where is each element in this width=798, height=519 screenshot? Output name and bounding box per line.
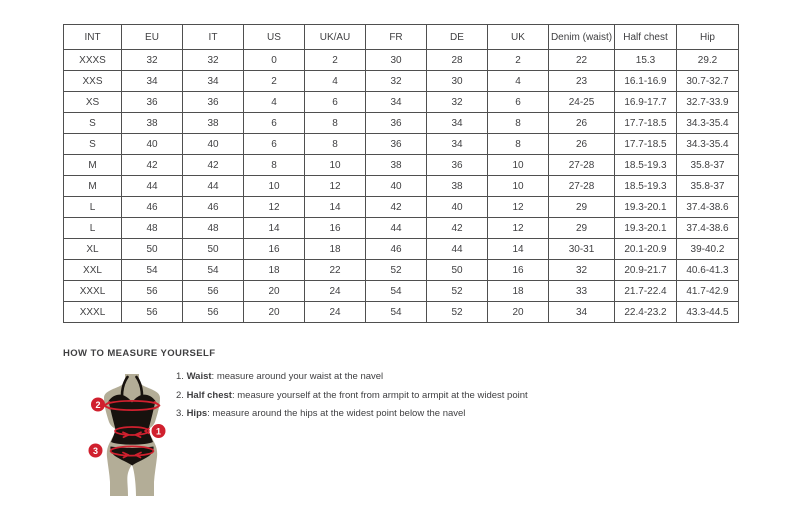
size-cell: 8 xyxy=(488,113,549,134)
size-chart-body xyxy=(64,50,739,323)
size-row xyxy=(64,71,739,92)
size-cell: 44 xyxy=(427,239,488,260)
size-cell: 2 xyxy=(305,50,366,71)
size-cell: 40.6-41.3 xyxy=(677,260,739,281)
size-cell: 40 xyxy=(183,134,244,155)
size-cell: 20.1-20.9 xyxy=(615,239,677,260)
size-cell: 16 xyxy=(488,260,549,281)
chest-badge-number: 2 xyxy=(95,399,101,410)
size-cell: 50 xyxy=(122,239,183,260)
size-cell: 39-40.2 xyxy=(677,239,739,260)
size-cell: 32 xyxy=(183,50,244,71)
size-cell: 15.3 xyxy=(615,50,677,71)
size-cell: 42 xyxy=(366,197,427,218)
size-cell: 22.4-23.2 xyxy=(615,302,677,323)
size-cell: 54 xyxy=(366,302,427,323)
size-cell: 32 xyxy=(122,50,183,71)
size-row xyxy=(64,155,739,176)
size-row xyxy=(64,113,739,134)
size-cell: 26 xyxy=(549,134,615,155)
size-cell: 34.3-35.4 xyxy=(677,113,739,134)
size-cell: 36 xyxy=(122,92,183,113)
size-cell: 40 xyxy=(366,176,427,197)
size-chart-table xyxy=(63,24,739,323)
column-header: IT xyxy=(183,25,244,50)
size-cell: 32 xyxy=(549,260,615,281)
size-cell: 17.7-18.5 xyxy=(615,113,677,134)
size-cell: 18 xyxy=(305,239,366,260)
size-cell: 36 xyxy=(183,92,244,113)
size-cell: 8 xyxy=(305,134,366,155)
size-cell: 32 xyxy=(366,71,427,92)
size-cell: 54 xyxy=(122,260,183,281)
size-cell: 36 xyxy=(427,155,488,176)
size-cell: 52 xyxy=(366,260,427,281)
size-cell: 34 xyxy=(549,302,615,323)
size-cell: 21.7-22.4 xyxy=(615,281,677,302)
size-cell: 2 xyxy=(488,50,549,71)
size-cell: 16 xyxy=(244,239,305,260)
size-cell: 19.3-20.1 xyxy=(615,197,677,218)
size-cell: 2 xyxy=(244,71,305,92)
size-cell: 30 xyxy=(366,50,427,71)
size-row xyxy=(64,302,739,323)
size-cell: 10 xyxy=(488,176,549,197)
size-cell: 44 xyxy=(122,176,183,197)
size-cell: 38 xyxy=(183,113,244,134)
size-cell: 34 xyxy=(427,113,488,134)
size-cell: 4 xyxy=(244,92,305,113)
column-header: Denim (waist) xyxy=(549,25,615,50)
size-cell: 56 xyxy=(122,281,183,302)
size-row xyxy=(64,218,739,239)
size-cell: 43.3-44.5 xyxy=(677,302,739,323)
size-cell: 33 xyxy=(549,281,615,302)
size-cell: 38 xyxy=(122,113,183,134)
size-cell: 20 xyxy=(488,302,549,323)
size-cell: XS xyxy=(64,92,122,113)
size-cell: 24 xyxy=(305,302,366,323)
column-header: Half chest xyxy=(615,25,677,50)
size-cell: 41.7-42.9 xyxy=(677,281,739,302)
size-cell: 22 xyxy=(549,50,615,71)
column-header: EU xyxy=(122,25,183,50)
size-row xyxy=(64,92,739,113)
size-row xyxy=(64,176,739,197)
size-cell: 14 xyxy=(305,197,366,218)
measure-step: 3. Hips: measure around the hips at the widest point below the navel xyxy=(176,408,466,419)
waist-badge-number: 1 xyxy=(155,426,162,437)
size-cell: 46 xyxy=(183,197,244,218)
size-row xyxy=(64,50,739,71)
size-cell: 6 xyxy=(305,92,366,113)
size-cell: 29 xyxy=(549,218,615,239)
size-cell: 23 xyxy=(549,71,615,92)
size-cell: 50 xyxy=(183,239,244,260)
size-cell: 14 xyxy=(488,239,549,260)
size-row xyxy=(64,134,739,155)
column-header: US xyxy=(244,25,305,50)
size-cell: 29.2 xyxy=(677,50,739,71)
size-cell: 18.5-19.3 xyxy=(615,176,677,197)
size-cell: 0 xyxy=(244,50,305,71)
size-cell: S xyxy=(64,134,122,155)
size-cell: 56 xyxy=(122,302,183,323)
hips-badge-number: 3 xyxy=(92,445,99,456)
size-row xyxy=(64,197,739,218)
size-cell: L xyxy=(64,197,122,218)
size-cell: 18 xyxy=(244,260,305,281)
size-cell: 10 xyxy=(305,155,366,176)
size-cell: 38 xyxy=(366,155,427,176)
size-cell: 42 xyxy=(183,155,244,176)
size-cell: 4 xyxy=(305,71,366,92)
size-cell: 6 xyxy=(488,92,549,113)
size-cell: 54 xyxy=(366,281,427,302)
size-cell: 30.7-32.7 xyxy=(677,71,739,92)
size-cell: 34.3-35.4 xyxy=(677,134,739,155)
size-cell: 30 xyxy=(427,71,488,92)
size-cell: 6 xyxy=(244,134,305,155)
size-cell: 24 xyxy=(305,281,366,302)
size-cell: 29 xyxy=(549,197,615,218)
size-cell: 34 xyxy=(183,71,244,92)
size-cell: M xyxy=(64,176,122,197)
size-cell: 37.4-38.6 xyxy=(677,218,739,239)
size-cell: 46 xyxy=(366,239,427,260)
size-row xyxy=(64,281,739,302)
size-cell: 46 xyxy=(122,197,183,218)
column-header: Hip xyxy=(677,25,739,50)
size-cell: 56 xyxy=(183,281,244,302)
size-cell: 44 xyxy=(183,176,244,197)
size-cell: L xyxy=(64,218,122,239)
size-cell: 8 xyxy=(305,113,366,134)
size-cell: XXXL xyxy=(64,302,122,323)
size-cell: 12 xyxy=(305,176,366,197)
size-cell: 24-25 xyxy=(549,92,615,113)
size-cell: 17.7-18.5 xyxy=(615,134,677,155)
measure-guide-heading: HOW TO MEASURE YOURSELF xyxy=(63,348,216,359)
size-cell: 35.8-37 xyxy=(677,155,739,176)
size-cell: 20 xyxy=(244,302,305,323)
size-cell: 36 xyxy=(366,113,427,134)
size-cell: S xyxy=(64,113,122,134)
column-header: UK xyxy=(488,25,549,50)
column-header: FR xyxy=(366,25,427,50)
size-cell: 4 xyxy=(488,71,549,92)
size-cell: 34 xyxy=(366,92,427,113)
measure-step: 2. Half chest: measure yourself at the front from armpit to armpit at the widest point xyxy=(176,389,528,401)
size-cell: 34 xyxy=(122,71,183,92)
size-cell: 48 xyxy=(122,218,183,239)
size-cell: 20.9-21.7 xyxy=(615,260,677,281)
column-header: INT xyxy=(64,25,122,50)
size-cell: 30-31 xyxy=(549,239,615,260)
size-cell: 10 xyxy=(244,176,305,197)
size-cell: 27-28 xyxy=(549,155,615,176)
size-row xyxy=(64,260,739,281)
size-cell: 6 xyxy=(244,113,305,134)
size-cell: 32.7-33.9 xyxy=(677,92,739,113)
size-cell: 38 xyxy=(427,176,488,197)
size-cell: 36 xyxy=(366,134,427,155)
size-cell: 35.8-37 xyxy=(677,176,739,197)
size-cell: 32 xyxy=(427,92,488,113)
size-cell: 12 xyxy=(244,197,305,218)
measure-step: 1. Waist: measure around your waist at the navel xyxy=(176,371,384,382)
size-cell: XXS xyxy=(64,71,122,92)
size-cell: 52 xyxy=(427,281,488,302)
size-cell: 54 xyxy=(183,260,244,281)
size-cell: 52 xyxy=(427,302,488,323)
size-cell: XXL xyxy=(64,260,122,281)
size-cell: 16.1-16.9 xyxy=(615,71,677,92)
size-cell: 16 xyxy=(305,218,366,239)
size-cell: 8 xyxy=(488,134,549,155)
size-cell: 26 xyxy=(549,113,615,134)
size-chart-header-row xyxy=(64,25,739,50)
column-header: DE xyxy=(427,25,488,50)
size-cell: 12 xyxy=(488,218,549,239)
size-cell: 8 xyxy=(244,155,305,176)
size-cell: 20 xyxy=(244,281,305,302)
size-cell: 48 xyxy=(183,218,244,239)
size-cell: 37.4-38.6 xyxy=(677,197,739,218)
size-cell: XL xyxy=(64,239,122,260)
column-header: UK/AU xyxy=(305,25,366,50)
size-cell: 44 xyxy=(366,218,427,239)
size-row xyxy=(64,239,739,260)
size-cell: M xyxy=(64,155,122,176)
size-cell: 50 xyxy=(427,260,488,281)
size-cell: 10 xyxy=(488,155,549,176)
size-cell: 56 xyxy=(183,302,244,323)
size-cell: 40 xyxy=(122,134,183,155)
size-cell: 12 xyxy=(488,197,549,218)
size-cell: 18 xyxy=(488,281,549,302)
size-cell: XXXS xyxy=(64,50,122,71)
size-cell: XXXL xyxy=(64,281,122,302)
size-cell: 42 xyxy=(427,218,488,239)
size-cell: 14 xyxy=(244,218,305,239)
size-cell: 16.9-17.7 xyxy=(615,92,677,113)
size-cell: 18.5-19.3 xyxy=(615,155,677,176)
measure-steps xyxy=(176,371,528,427)
size-cell: 42 xyxy=(122,155,183,176)
size-cell: 28 xyxy=(427,50,488,71)
size-cell: 34 xyxy=(427,134,488,155)
size-cell: 40 xyxy=(427,197,488,218)
size-cell: 27-28 xyxy=(549,176,615,197)
size-cell: 22 xyxy=(305,260,366,281)
size-cell: 19.3-20.1 xyxy=(615,218,677,239)
